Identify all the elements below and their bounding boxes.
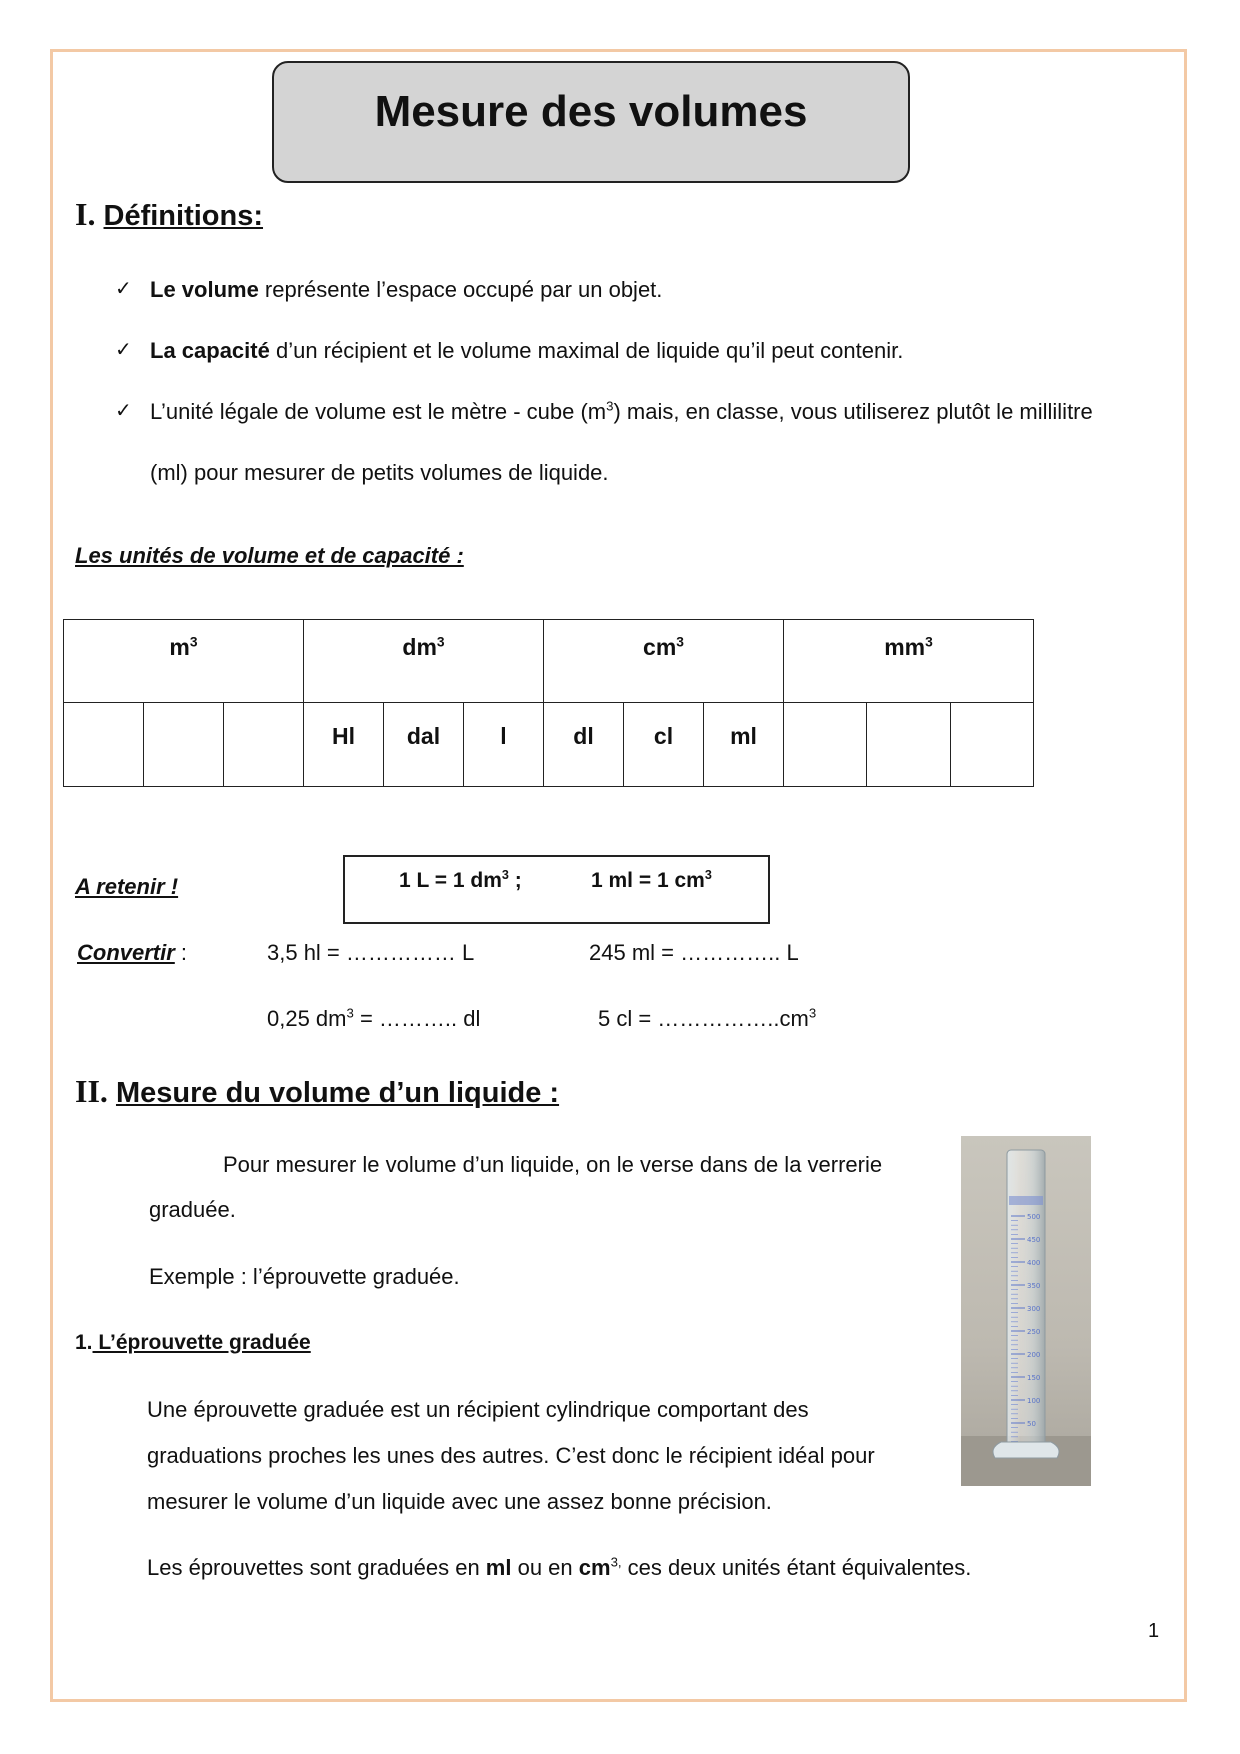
check-icon: ✓: [115, 398, 132, 422]
bullet-bold: Le volume: [150, 277, 259, 302]
check-icon: ✓: [115, 337, 132, 361]
bullet-unite-line2: (ml) pour mesurer de petits volumes de liquide.: [150, 460, 609, 485]
unit-header: $m^3$: [64, 620, 304, 703]
units-equivalence-text: Les éprouvettes sont graduées en ml ou en $cm^{3,}$ ces deux unités étant équivalentes.: [147, 1554, 972, 1580]
section-1-title: Définitions:: [103, 200, 264, 232]
bullet-bold: La capacité: [150, 338, 270, 363]
table-cell: Hl: [304, 703, 384, 787]
graduation-label: 150: [1027, 1374, 1041, 1382]
table-cell: [224, 703, 304, 787]
para-line-3: mesurer le volume d’un liquide avec une assez bonne précision.: [147, 1489, 772, 1514]
bullet-text: d’un récipient et le volume maximal de liquide qu’il peut contenir.: [269, 338, 904, 363]
page-number: 1: [1148, 1620, 1160, 1642]
section-2-roman: II.: [75, 1073, 108, 1109]
convertir-label: Convertir :: [77, 940, 188, 965]
retenir-formula-ml: 1 ml = 1 $cm^3$: [591, 868, 712, 892]
table-cell: cl: [624, 703, 704, 787]
para-line-2: graduations proches les unes des autres. C’est donc le récipient idéal pour: [147, 1443, 875, 1468]
graduation-label: 300: [1027, 1305, 1041, 1313]
table-cell: [950, 703, 1033, 787]
bullet-capacite: [150, 338, 903, 364]
retenir-label: A retenir !: [75, 874, 179, 899]
conversion-1: 3,5 hl = …………… L: [267, 940, 475, 965]
retenir-box: [343, 855, 770, 924]
conversion-3: 0,25 $dm^3$ = ……….. dl: [267, 1005, 481, 1031]
units-table: [63, 619, 1034, 787]
table-cell: [144, 703, 224, 787]
bullet-volume: [150, 277, 662, 303]
table-cell: [64, 703, 144, 787]
retenir-formula-l: 1 L = 1 $dm^3$ ;: [399, 868, 522, 892]
intro-line-2: graduée.: [149, 1197, 236, 1222]
para-line-1: Une éprouvette graduée est un récipient cylindrique comportant des: [147, 1397, 809, 1422]
example-text: Exemple : l’éprouvette graduée.: [149, 1264, 460, 1289]
bullet-text: L’unité légale de volume est le mètre - cube (m: [150, 399, 607, 424]
units-heading: Les unités de volume et de capacité :: [75, 543, 464, 568]
graduation-label: 450: [1027, 1236, 1041, 1244]
section-1-heading: [75, 196, 263, 233]
section-2-heading: [75, 1073, 559, 1110]
unit-header: $mm^3$: [784, 620, 1034, 703]
table-header-row: [64, 620, 1034, 703]
graduation-label: 500: [1027, 1213, 1041, 1221]
graduation-label: 350: [1027, 1282, 1041, 1290]
conversion-2: 245 ml = ………….. L: [589, 940, 799, 965]
bullet-unite: [150, 399, 1093, 425]
cylinder-label-band: [1009, 1196, 1043, 1205]
intro-line-1: Pour mesurer le volume d’un liquide, on le verse dans de la verrerie: [223, 1152, 883, 1177]
unit-header: $cm^3$: [544, 620, 784, 703]
table-cell: l: [464, 703, 544, 787]
section-1-roman: I.: [75, 196, 96, 232]
table-cell: dl: [544, 703, 624, 787]
superscript: 3: [606, 398, 614, 414]
bullet-text: représente l’espace occupé par un objet.: [258, 277, 663, 302]
table-row: [64, 703, 1034, 787]
title-box: [272, 61, 910, 183]
table-cell: [867, 703, 950, 787]
table-cell: ml: [704, 703, 784, 787]
table-cell: [784, 703, 867, 787]
cylinder-base: [993, 1442, 1059, 1458]
check-icon: ✓: [115, 276, 132, 300]
subsection-heading: 1. L’éprouvette graduée: [75, 1331, 311, 1354]
graduation-label: 100: [1027, 1397, 1041, 1405]
graduation-label: 50: [1027, 1420, 1036, 1428]
page-title: Mesure des volumes: [374, 87, 808, 136]
conversion-4: 5 cl = $\dots\dots\dots\dots\dots..cm^3$: [598, 1005, 817, 1031]
section-2-title: Mesure du volume d’un liquide :: [115, 1077, 560, 1109]
graduated-cylinder-photo: [961, 1136, 1091, 1486]
graduation-label: 400: [1027, 1259, 1041, 1267]
graduation-label: 200: [1027, 1351, 1041, 1359]
graduation-label: 250: [1027, 1328, 1041, 1336]
table-cell: dal: [384, 703, 464, 787]
bullet-text: ) mais, en classe, vous utiliserez plutôt le millilitre: [613, 399, 1093, 424]
unit-header: $dm^3$: [304, 620, 544, 703]
